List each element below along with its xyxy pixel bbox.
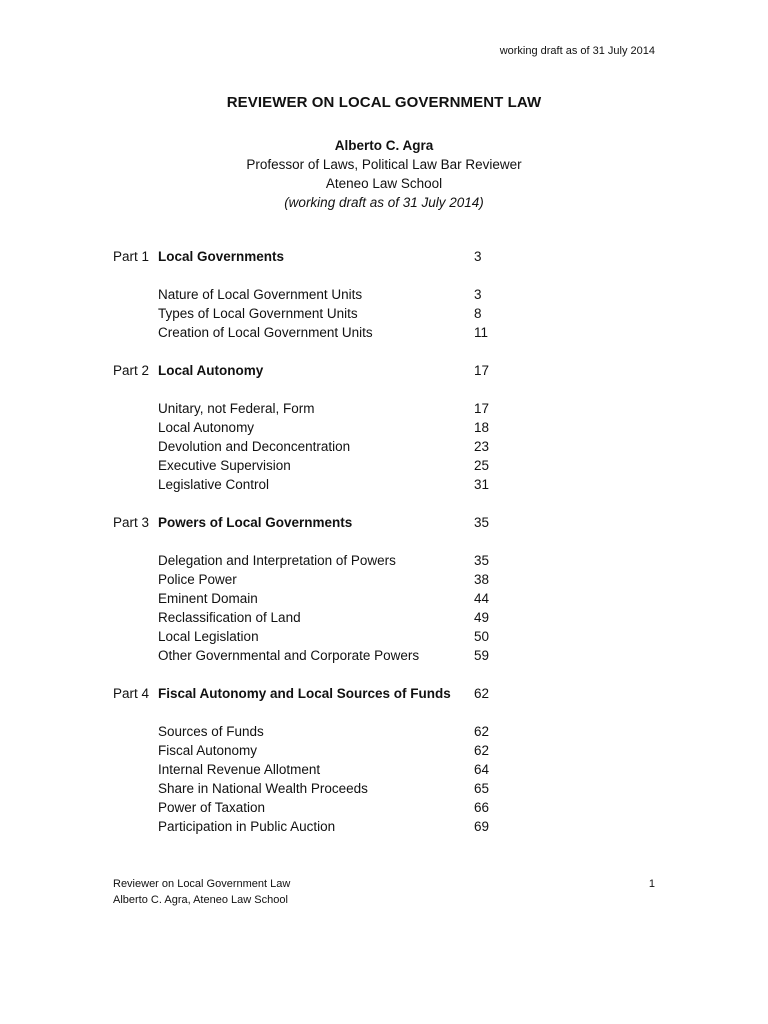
toc-item — [113, 399, 533, 418]
toc-item-title: Creation of Local Government Units — [158, 325, 373, 340]
toc-part-page-number: 35 — [474, 515, 490, 530]
toc-part-heading — [113, 513, 533, 532]
toc-item — [113, 570, 533, 589]
toc-part-title: Fiscal Autonomy and Local Sources of Funds — [158, 686, 451, 701]
toc-item — [113, 760, 533, 779]
toc-item-list — [113, 285, 533, 342]
toc-item-title: Types of Local Government Units — [158, 306, 358, 321]
toc-item-page-number: 62 — [474, 724, 490, 739]
toc-part-heading — [113, 247, 533, 266]
toc-part-title: Powers of Local Governments — [158, 515, 353, 530]
toc-item-page-number: 35 — [474, 553, 490, 568]
toc-item-title: Police Power — [158, 572, 237, 587]
toc-item-page-number: 59 — [474, 648, 490, 663]
toc-part — [113, 513, 533, 684]
toc-item — [113, 551, 533, 570]
toc-item-title: Share in National Wealth Proceeds — [158, 781, 368, 796]
toc-item — [113, 418, 533, 437]
toc-item — [113, 817, 533, 836]
toc-part-number: Part 1 — [113, 249, 150, 264]
toc-spacer — [113, 665, 533, 684]
toc-item-page-number: 23 — [474, 439, 490, 454]
toc-item — [113, 779, 533, 798]
author-block — [0, 136, 768, 212]
toc-item — [113, 437, 533, 456]
toc-item-list — [113, 722, 533, 836]
toc-item-title: Devolution and Deconcentration — [158, 439, 351, 454]
toc-item — [113, 798, 533, 817]
footer-page-number: 1 — [648, 878, 655, 890]
toc-item-title: Delegation and Interpretation of Powers — [158, 553, 396, 568]
author-name: Alberto C. Agra — [334, 138, 434, 153]
document-title: REVIEWER ON LOCAL GOVERNMENT LAW — [226, 94, 542, 111]
toc-item-title: Fiscal Autonomy — [158, 743, 258, 758]
toc-item — [113, 627, 533, 646]
toc-item-page-number: 66 — [474, 800, 490, 815]
toc-item-page-number: 64 — [474, 762, 490, 777]
toc-item-page-number: 38 — [474, 572, 490, 587]
toc-part-number: Part 2 — [113, 363, 150, 378]
toc-item-title: Nature of Local Government Units — [158, 287, 363, 302]
toc-part-heading — [113, 684, 533, 703]
toc-item — [113, 608, 533, 627]
toc-item-page-number: 44 — [474, 591, 490, 606]
toc-item-title: Sources of Funds — [158, 724, 264, 739]
toc-item — [113, 589, 533, 608]
toc-part — [113, 684, 533, 836]
toc-item-page-number: 50 — [474, 629, 490, 644]
toc-item-title: Power of Taxation — [158, 800, 266, 815]
toc-item-page-number: 3 — [474, 287, 482, 302]
toc-item-page-number: 65 — [474, 781, 490, 796]
toc-item-list — [113, 399, 533, 494]
toc-item-title: Other Governmental and Corporate Powers — [158, 648, 420, 663]
toc-part — [113, 247, 533, 361]
toc-item-title: Unitary, not Federal, Form — [158, 401, 315, 416]
footer-author: Alberto C. Agra, Ateneo Law School — [113, 894, 288, 906]
toc-item — [113, 456, 533, 475]
toc-item — [113, 285, 533, 304]
toc-part-number: Part 4 — [113, 686, 150, 701]
toc-item-page-number: 31 — [474, 477, 490, 492]
header-draft-note: working draft as of 31 July 2014 — [499, 45, 655, 57]
toc-item-page-number: 25 — [474, 458, 490, 473]
table-of-contents — [113, 247, 533, 836]
toc-item — [113, 475, 533, 494]
page-footer — [113, 876, 655, 908]
toc-part-title: Local Autonomy — [158, 363, 264, 378]
toc-part-number: Part 3 — [113, 515, 150, 530]
toc-item-list — [113, 551, 533, 665]
toc-item-page-number: 11 — [474, 325, 489, 340]
toc-item — [113, 741, 533, 760]
toc-item-page-number: 8 — [474, 306, 482, 321]
toc-part-page-number: 3 — [474, 249, 482, 264]
toc-item-title: Reclassification of Land — [158, 610, 301, 625]
toc-spacer — [113, 494, 533, 513]
toc-item-title: Legislative Control — [158, 477, 270, 492]
toc-item-title: Participation in Public Auction — [158, 819, 336, 834]
footer-title: Reviewer on Local Government Law — [113, 878, 291, 890]
toc-item-title: Eminent Domain — [158, 591, 258, 606]
toc-part-heading — [113, 361, 533, 380]
toc-part-title: Local Governments — [158, 249, 285, 264]
toc-item-title: Internal Revenue Allotment — [158, 762, 321, 777]
author-position: Professor of Laws, Political Law Bar Reviewer — [246, 157, 522, 172]
toc-item — [113, 722, 533, 741]
toc-item-page-number: 62 — [474, 743, 490, 758]
toc-spacer — [113, 342, 533, 361]
toc-item-title: Local Autonomy — [158, 420, 255, 435]
author-draft-note: (working draft as of 31 July 2014) — [284, 195, 484, 210]
author-school: Ateneo Law School — [325, 176, 443, 191]
toc-item-page-number: 18 — [474, 420, 490, 435]
toc-item-title: Executive Supervision — [158, 458, 291, 473]
toc-part — [113, 361, 533, 513]
toc-item-page-number: 49 — [474, 610, 490, 625]
toc-item-page-number: 17 — [474, 401, 490, 416]
toc-item — [113, 323, 533, 342]
toc-item — [113, 304, 533, 323]
toc-item-title: Local Legislation — [158, 629, 259, 644]
toc-item-page-number: 69 — [474, 819, 490, 834]
toc-part-page-number: 62 — [474, 686, 490, 701]
toc-part-page-number: 17 — [474, 363, 490, 378]
toc-item — [113, 646, 533, 665]
